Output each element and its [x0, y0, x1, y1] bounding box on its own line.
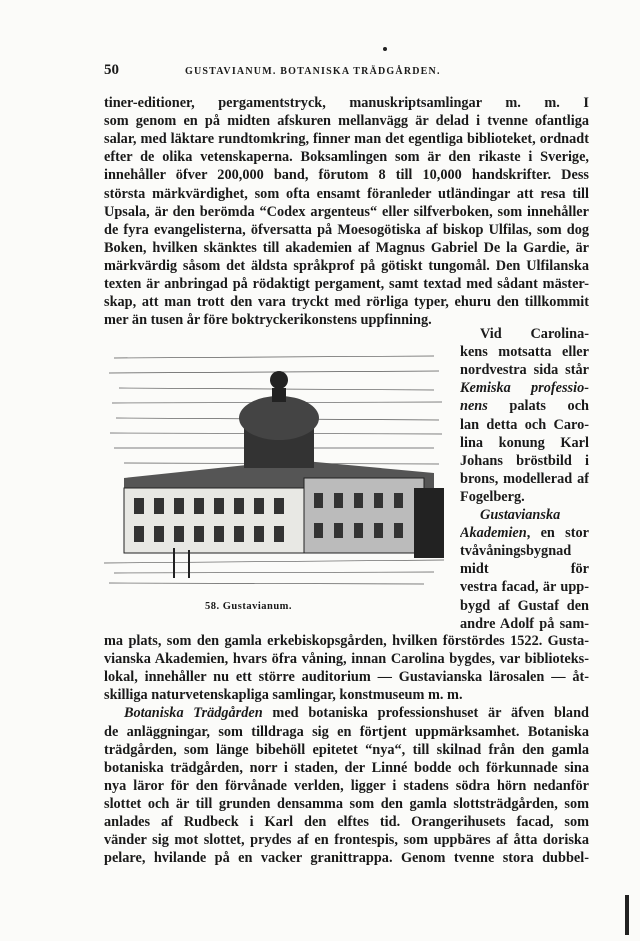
text-line: Akademien, en stor	[460, 525, 589, 542]
text-line: Johans bröstbild i	[460, 452, 589, 469]
running-head: GUSTAVIANUM. BOTANISKA TRÄDGÅRDEN.	[185, 66, 441, 77]
text-line: slottet och är till grunden densamma som den gamla slottsträdgården, som	[104, 795, 589, 812]
text-line: anlades af Rudbeck i Karl den elftes tid. Orangerihusets facad, som	[104, 814, 589, 830]
text-line: vänder sig mot slottet, prydes af en frontespis, som uppbäres af åtta doriska	[104, 832, 589, 849]
text-line: texten är anbringad på rödaktigt pergament, samt textad med sådant mäster-	[104, 276, 589, 292]
text-line: bygd af Gustaf den	[460, 597, 589, 614]
text-line: skap, att man trott den vara tryckt med rörliga typer, ehuru den tillkommit	[104, 294, 589, 311]
gustavianum-engraving	[104, 338, 448, 596]
text-line: midt för	[460, 561, 589, 578]
text-line: salar, med läktare rundtomkring, finner man det egentliga biblioteket, ordnadt	[104, 131, 589, 148]
text-line: Fogelberg.	[460, 488, 525, 505]
text-line: märkvärdig såsom det äldsta språkprof på götiskt tungomål. Den Ulfilanska	[104, 257, 589, 274]
text-line: nens palats och	[460, 398, 589, 415]
text-line: andre Adolf på sam-	[460, 615, 589, 632]
text-line: de anläggningar, som tilldraga sig en förtjent uppmärksamhet. Botaniska	[104, 723, 589, 740]
scan-mark	[625, 895, 629, 935]
text-line: största märkvärdighet, som ofta ensamt föranleder utländingar att resa till	[104, 185, 589, 202]
text-line: de fyra evangelisterna, öfversatta på Moesogötiska af biskop Ulfilas, som dog	[104, 221, 589, 238]
text-line: ma plats, som den gamla erkebiskopsgården, hvilken förstördes 1522. Gusta-	[104, 633, 589, 649]
text-line: Botaniska Trädgården med botaniska professionshuset är äfven bland	[124, 705, 589, 722]
scan-mark	[383, 47, 387, 51]
text-line: trädgården, som länge bibehöll epitetet “nya“, till skilnad från den gamla	[104, 741, 589, 758]
text-line: vianska Akademien, hvars öfra våning, innan Carolina bygdes, var biblioteks-	[104, 651, 589, 668]
text-line: vestra facad, är upp-	[460, 579, 589, 596]
text-line: nordvestra sida står	[460, 362, 589, 379]
text-line: Boken, hvilken skänktes till akademien af Magnus Gabriel De la Gardie, är	[104, 239, 589, 256]
text-line: skilliga naturvetenskapliga samlingar, konstmuseum m. m.	[104, 687, 463, 704]
text-line: tvåvåningsbygnad	[460, 543, 572, 560]
text-line: lokal, innehåller nu ett större auditorium — Gustavianska lärosalen — åt-	[104, 669, 589, 686]
text-line: pelare, hvilande på en vacker granittrappa. Genom tvenne stora dubbel-	[104, 850, 589, 867]
text-line: botaniska trädgården, norr i staden, der Linné bodde och förkunnade sina	[104, 759, 589, 776]
text-line: efter de olika vetenskaperna. Boksamlingen som är den rikaste i Sverige,	[104, 149, 589, 166]
text-line: Upsala, är den berömda “Codex argenteus“ eller silfverboken, som innehåller	[104, 203, 589, 220]
text-line: Kemiska professio-	[460, 380, 589, 397]
text-line: lan detta och Caro-	[460, 416, 589, 433]
text-line: lina konung Karl	[460, 434, 589, 451]
text-line: Vid Carolina-	[480, 326, 589, 342]
page-number: 50	[104, 62, 119, 78]
text-line: som genom en på midten afskuren mellanvägg är delad i tvenne ofantliga	[104, 113, 589, 130]
figure-caption: 58. Gustavianum.	[205, 601, 293, 612]
text-line: tiner-editioner, pergamentstryck, manuskriptsamlingar m. m. I	[104, 95, 589, 111]
text-line: mer än tusen år före boktryckerikonstens uppfinning.	[104, 312, 432, 329]
text-line: Gustavianska	[480, 507, 561, 523]
text-line: nya läror för den förvånade verlden, ligger i stadens södra hörn nedanför	[104, 777, 589, 794]
text-line: innehåller öfver 200,000 band, förutom 8 till 10,000 handskrifter. Dess	[104, 167, 589, 184]
text-line: kens motsatta eller	[460, 344, 589, 361]
text-line: brons, modellerad af	[460, 470, 589, 487]
